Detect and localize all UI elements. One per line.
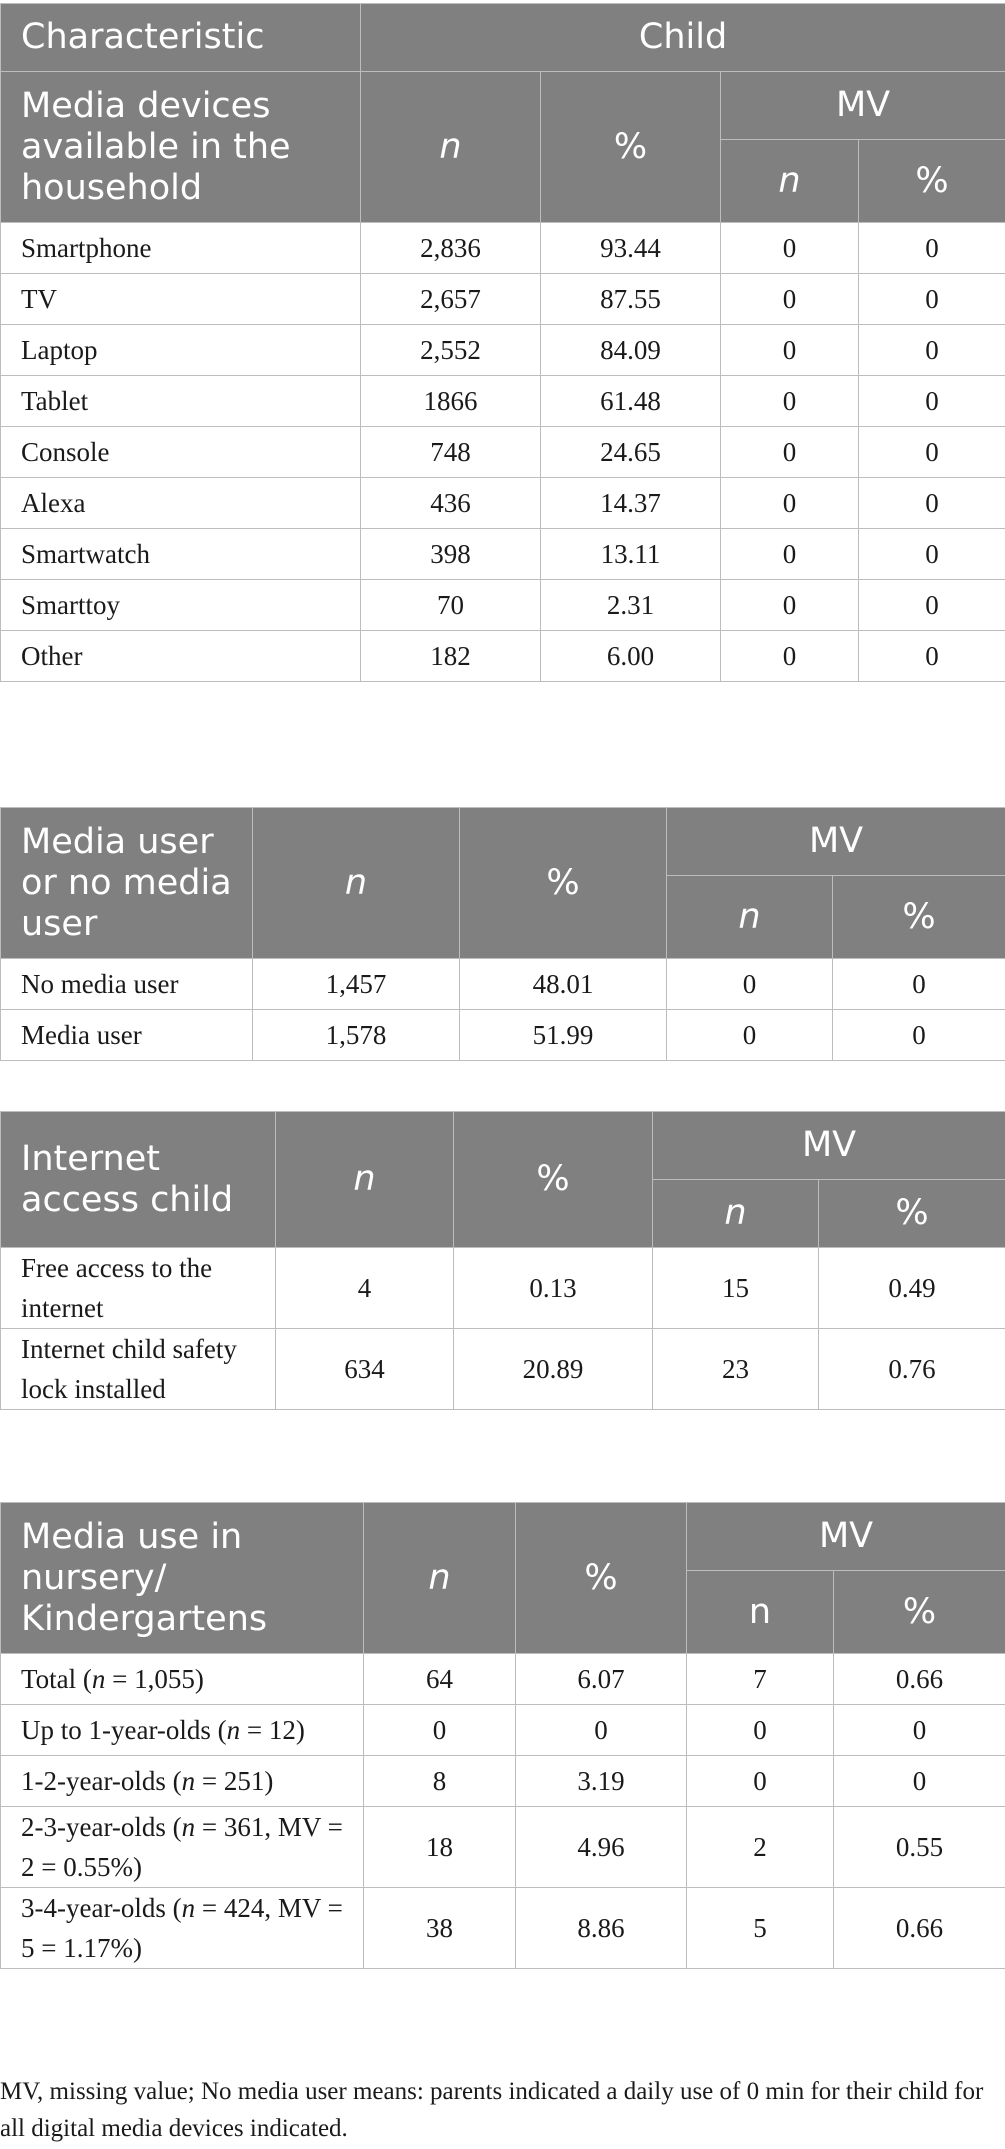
n-value: 436 (361, 478, 541, 529)
percent-value: 0 (516, 1705, 687, 1756)
media-devices-header: Media devices available in the household (1, 72, 361, 223)
label-n-symbol: n (181, 1893, 196, 1923)
mv-percent-value: 0 (859, 478, 1005, 529)
mv-n-header: n (653, 1180, 819, 1248)
mv-percent-value: 0.76 (819, 1329, 1005, 1410)
table-row (1, 478, 1005, 529)
mv-n-value: 15 (653, 1248, 819, 1329)
percent-value: 4.96 (516, 1807, 687, 1888)
row-label (1, 1705, 364, 1756)
table-row (1, 529, 1005, 580)
label-suffix: = 251) (195, 1766, 274, 1796)
mv-percent-value: 0.49 (819, 1248, 1005, 1329)
label-prefix: Up to 1-year-olds ( (21, 1715, 227, 1745)
percent-value: 13.11 (541, 529, 721, 580)
row-label (1, 1807, 364, 1888)
n-value: 1,578 (253, 1010, 460, 1061)
label-prefix: 2-3-year-olds ( (21, 1812, 182, 1842)
table-row (1, 1010, 1005, 1061)
n-header: n (364, 1503, 516, 1654)
label-prefix: 1-2-year-olds ( (21, 1766, 182, 1796)
table-row (1, 1329, 1005, 1410)
mv-header: MV (653, 1112, 1005, 1180)
n-value: 4 (276, 1248, 454, 1329)
table-row (1, 631, 1005, 682)
characteristic-header: Characteristic (1, 4, 361, 72)
n-value: 2,836 (361, 223, 541, 274)
mv-percent-value: 0.66 (834, 1654, 1005, 1705)
label-suffix: = 424, MV = 5 = 1.17%) (21, 1893, 343, 1963)
n-value: 1,457 (253, 959, 460, 1010)
table-footnote: MV, missing value; No media user means: parents indicated a daily use of 0 min for their child for all digital media devices indicated. (0, 2078, 984, 2142)
n-value: 1866 (361, 376, 541, 427)
mv-header: MV (687, 1503, 1005, 1571)
table-row (1, 1654, 1005, 1705)
percent-value: 51.99 (460, 1010, 667, 1061)
mv-n-value: 0 (721, 631, 859, 682)
table-row (1, 1248, 1005, 1329)
label-prefix: 3-4-year-olds ( (21, 1893, 182, 1923)
n-value: 70 (361, 580, 541, 631)
mv-n-value: 0 (721, 478, 859, 529)
n-value: 748 (361, 427, 541, 478)
label-suffix: = 1,055) (105, 1664, 204, 1694)
mv-n-value: 0 (687, 1705, 834, 1756)
mv-n-value: 0 (721, 529, 859, 580)
percent-value: 6.07 (516, 1654, 687, 1705)
mv-percent-header: % (833, 876, 1005, 959)
n-value: 2,552 (361, 325, 541, 376)
n-value: 398 (361, 529, 541, 580)
mv-percent-value: 0 (833, 1010, 1005, 1061)
label-n-symbol: n (226, 1715, 241, 1745)
table-row (1, 580, 1005, 631)
mv-percent-value: 0 (834, 1756, 1005, 1807)
row-label: TV (1, 274, 361, 325)
mv-n-header: n (667, 876, 833, 959)
percent-header: % (516, 1503, 687, 1654)
table-row (1, 274, 1005, 325)
table-row (1, 427, 1005, 478)
mv-percent-value: 0 (859, 274, 1005, 325)
percent-value: 20.89 (454, 1329, 653, 1410)
row-label (1, 1888, 364, 1969)
n-value: 182 (361, 631, 541, 682)
mv-n-value: 7 (687, 1654, 834, 1705)
row-label: Tablet (1, 376, 361, 427)
internet-access-header: Internet access child (1, 1112, 276, 1248)
row-label: Console (1, 427, 361, 478)
media-user-table (0, 807, 1005, 1061)
percent-value: 0.13 (454, 1248, 653, 1329)
mv-n-value: 0 (721, 580, 859, 631)
mv-n-value: 0 (721, 427, 859, 478)
mv-n-header: n (721, 140, 859, 223)
percent-value: 14.37 (541, 478, 721, 529)
mv-n-value: 0 (721, 223, 859, 274)
mv-percent-value: 0 (859, 529, 1005, 580)
n-value: 2,657 (361, 274, 541, 325)
row-label: Media user (1, 1010, 253, 1061)
child-header: Child (361, 4, 1005, 72)
percent-header: % (541, 72, 721, 223)
percent-value: 93.44 (541, 223, 721, 274)
table-row (1, 1705, 1005, 1756)
row-label: Smartphone (1, 223, 361, 274)
label-suffix: = 361, MV = 2 = 0.55%) (21, 1812, 343, 1882)
mv-percent-value: 0 (859, 631, 1005, 682)
table-row (1, 376, 1005, 427)
mv-header: MV (667, 808, 1005, 876)
percent-value: 8.86 (516, 1888, 687, 1969)
percent-value: 24.65 (541, 427, 721, 478)
row-label: Other (1, 631, 361, 682)
mv-percent-header: % (859, 140, 1005, 223)
mv-percent-value: 0 (859, 376, 1005, 427)
label-n-symbol: n (181, 1812, 196, 1842)
mv-n-value: 0 (721, 376, 859, 427)
label-prefix: Total ( (21, 1664, 92, 1694)
row-label: Laptop (1, 325, 361, 376)
mv-n-value: 0 (687, 1756, 834, 1807)
nursery-header: Media use in nursery/ Kindergartens (1, 1503, 364, 1654)
mv-percent-value: 0 (859, 223, 1005, 274)
table-row (1, 1756, 1005, 1807)
mv-n-value: 5 (687, 1888, 834, 1969)
percent-value: 48.01 (460, 959, 667, 1010)
n-value: 8 (364, 1756, 516, 1807)
row-label: Smartwatch (1, 529, 361, 580)
n-header: n (276, 1112, 454, 1248)
table-row (1, 1807, 1005, 1888)
media-user-header: Media user or no media user (1, 808, 253, 959)
percent-value: 84.09 (541, 325, 721, 376)
mv-percent-value: 0 (859, 427, 1005, 478)
mv-percent-value: 0 (834, 1705, 1005, 1756)
table-row (1, 325, 1005, 376)
n-value: 38 (364, 1888, 516, 1969)
mv-n-value: 0 (667, 1010, 833, 1061)
row-label (1, 1756, 364, 1807)
mv-n-value: 0 (721, 274, 859, 325)
percent-value: 2.31 (541, 580, 721, 631)
mv-n-value: 0 (667, 959, 833, 1010)
label-suffix: = 12) (240, 1715, 305, 1745)
row-label: Free access to the internet (1, 1248, 276, 1329)
n-value: 0 (364, 1705, 516, 1756)
mv-header: MV (721, 72, 1005, 140)
percent-header: % (454, 1112, 653, 1248)
table-row (1, 1888, 1005, 1969)
mv-n-value: 0 (721, 325, 859, 376)
mv-percent-header: % (819, 1180, 1005, 1248)
n-value: 64 (364, 1654, 516, 1705)
mv-n-value: 23 (653, 1329, 819, 1410)
label-n-symbol: n (181, 1766, 196, 1796)
row-label: Alexa (1, 478, 361, 529)
mv-percent-value: 0 (859, 580, 1005, 631)
mv-n-value: 2 (687, 1807, 834, 1888)
mv-percent-value: 0.66 (834, 1888, 1005, 1969)
table-row (1, 223, 1005, 274)
percent-value: 3.19 (516, 1756, 687, 1807)
row-label (1, 1654, 364, 1705)
label-n-symbol: n (91, 1664, 106, 1694)
percent-value: 6.00 (541, 631, 721, 682)
table-row (1, 959, 1005, 1010)
percent-header: % (460, 808, 667, 959)
media-devices-table (0, 3, 1005, 682)
row-label: Smarttoy (1, 580, 361, 631)
mv-percent-header: % (834, 1571, 1005, 1654)
mv-percent-value: 0.55 (834, 1807, 1005, 1888)
n-header: n (253, 808, 460, 959)
row-label: Internet child safety lock installed (1, 1329, 276, 1410)
row-label: No media user (1, 959, 253, 1010)
percent-value: 61.48 (541, 376, 721, 427)
mv-percent-value: 0 (859, 325, 1005, 376)
percent-value: 87.55 (541, 274, 721, 325)
nursery-media-use-table (0, 1502, 1005, 1969)
mv-n-header: n (687, 1571, 834, 1654)
n-header: n (361, 72, 541, 223)
mv-percent-value: 0 (833, 959, 1005, 1010)
n-value: 634 (276, 1329, 454, 1410)
n-value: 18 (364, 1807, 516, 1888)
internet-access-table (0, 1111, 1005, 1410)
